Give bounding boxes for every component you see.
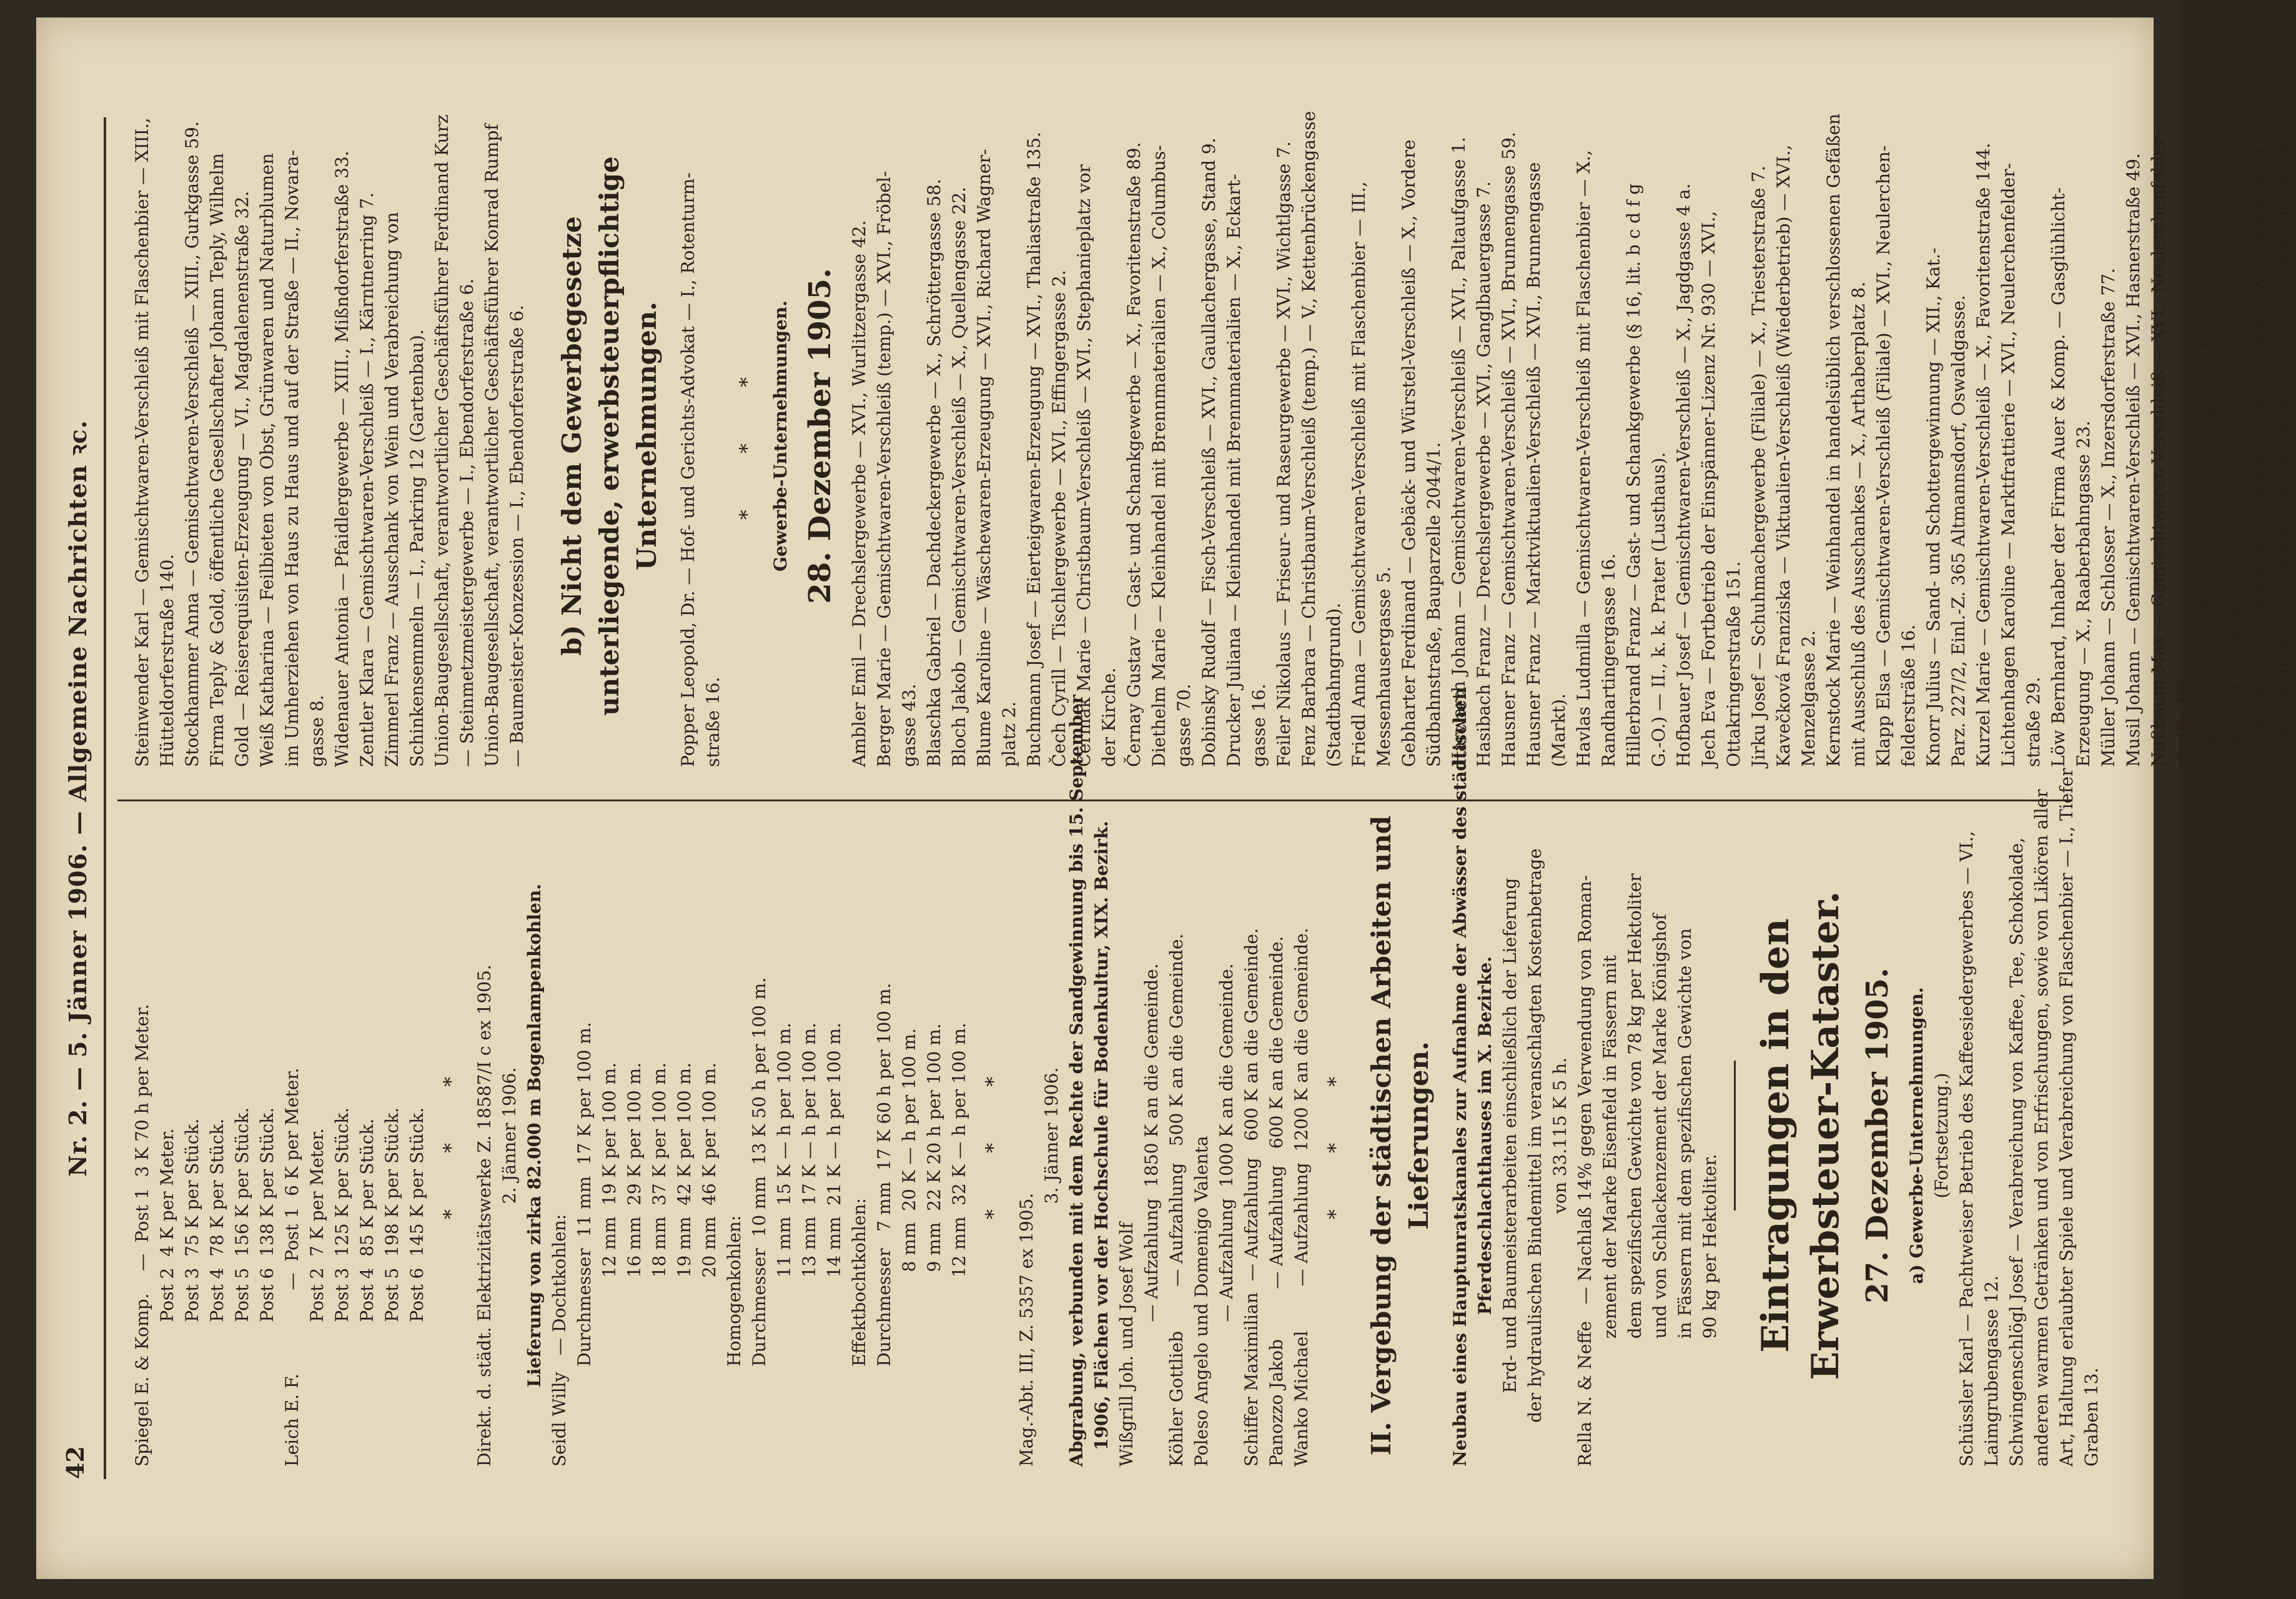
text-line: — Aufzahlung 1000 K an die Gemeinde. xyxy=(1216,963,1237,1467)
text-line: Post 4 85 K per Stück. xyxy=(357,1118,377,1467)
text-line: G.-O.) — II., k. k. Prater (Lusthaus). xyxy=(1648,452,1669,767)
text-line: Union-Baugesellschaft, verantwortlicher Geschäftsführer Konrad Rumpf xyxy=(482,124,502,767)
text-line: Post 2 4 K per Meter. xyxy=(157,1128,177,1467)
text-line: Jech Eva — Fortbetrieb der Einspänner-Lizenz Nr. 930 — XVI., xyxy=(1698,210,1719,767)
centered-line: a) Gewerbe-Unternehmungen. xyxy=(1906,987,1927,1284)
text-line: Firma Teply & Gold, öffentliche Gesellschafter Johann Teply, Wilhelm xyxy=(207,153,227,767)
text-line: zement der Marke Eisenfeld in Fässern mit xyxy=(1600,955,1620,1467)
text-line: Südbahnstraße, Bauparzelle 2044/1. xyxy=(1423,442,1444,767)
text-line: Kernstock Marie — Weinhandel in handelsüblich verschlossenen Gefäßen xyxy=(1823,113,1844,767)
text-line: 13 mm 17 K — h per 100 m. xyxy=(799,1022,819,1467)
centered-line: 3. Jänner 1906. xyxy=(1041,1067,1062,1204)
text-line: Černay Gustav — Gast- und Schankgewerbe — X., Favoritenstraße 89. xyxy=(1124,142,1144,767)
rotated-page-content xyxy=(36,17,2294,1579)
text-line: Stockhammer Anna — Gemischtwaren-Verschleiß — XIII., Gurkgasse 59. xyxy=(182,121,202,767)
text-line: Erzeugung — X., Raaberbahngasse 23. xyxy=(2073,420,2094,767)
main-heading: Eintragungen in den Erwerbsteuer-Kataster. xyxy=(1754,891,1848,1380)
text-line: Post 6 138 K per Stück. xyxy=(257,1107,277,1467)
text-line: in Fässern mit dem spezifischen Gewichte von xyxy=(1675,928,1695,1467)
text-line: Art, Haltung erlaubter Spiele und Verabreichung von Flaschenbier — I., Tiefer xyxy=(2056,768,2077,1467)
text-line: und von Schlackenzement der Marke Königshof xyxy=(1650,913,1670,1467)
text-line: Friedrich Kaisergasse 5. xyxy=(2223,550,2244,767)
asterism-separator: * * * xyxy=(735,352,759,520)
centered-line: von 33.115 K 5 h. xyxy=(1550,1057,1570,1214)
text-line: Hausner Franz — Gemischtwaren-Verschleiß — XVI., Brunnengasse 59. xyxy=(1498,132,1519,767)
text-line: Drucker Juliana — Kleinhandel mit Brennmaterialien — X., Eckart- xyxy=(1224,174,1244,767)
asterism-separator: * * * xyxy=(981,1051,1005,1220)
text-line: Klapp Elsa — Gemischtwaren-Verschleiß (Filiale) — XVI., Neulerchen- xyxy=(1873,145,1894,767)
text-line: Bloch Jakob — Gemischtwaren-Verschleiß — X., Quellengasse 22. xyxy=(949,186,969,767)
text-line: Schiffer Maximilian — Aufzahlung 600 K an die Gemeinde. xyxy=(1241,928,1262,1467)
column-divider xyxy=(117,800,2072,801)
text-line: straße 16. xyxy=(2173,676,2194,767)
text-line: Löw Bernhard, Inhaber der Firma Auer & Komp. — Gasglühlicht- xyxy=(2048,187,2069,767)
centered-line: Abgrabung, verbunden mit dem Rechte der Sandgewinnung bis 15. September xyxy=(1066,695,1087,1467)
text-line: Čermak Marie — Christbaum-Verschleiß — XVI., Stephanieplatz vor xyxy=(1074,164,1094,767)
centered-line: (Fortsetzung.) xyxy=(1931,1072,1952,1199)
text-line: Hasibach Franz — Drechslergewerbe — XVI., Ganglbauergasse 7. xyxy=(1473,181,1494,767)
text-line: (Markt). xyxy=(1548,693,1569,767)
text-line: — Aufzahlung 1850 K an die Gemeinde. xyxy=(1141,963,1162,1467)
running-title: Nr. 2. — 5. Jänner 1906. — Allgemeine Nachrichten ꝛc. xyxy=(64,420,92,1177)
text-line: Wißgrill Joh. und Josef Wolf xyxy=(1116,1222,1137,1467)
text-line: 90 kg per Hektoliter. xyxy=(1700,1154,1720,1467)
text-line: straße 29. xyxy=(2023,676,2044,767)
text-line: gasse 43. xyxy=(899,683,919,767)
text-line: gasse 16. xyxy=(1249,683,1269,767)
section-heading: b) Nicht dem Gewerbegesetze unterliegende, erwerbsteuerpflichtige Unternehmungen. xyxy=(557,156,662,716)
text-line: Graben 13. xyxy=(2081,1367,2102,1467)
text-line: 11 mm 15 K — h per 100 m. xyxy=(774,1022,794,1467)
text-line: Müller Johann — Schlosser — X., Inzersdorferstraße 77. xyxy=(2098,267,2119,767)
text-line: Post 5 198 K per Stück. xyxy=(382,1107,402,1467)
text-line: Kavečková Franziska — Viktualien-Verschleiß (Wiederbetrieb) — XVI., xyxy=(1773,144,1794,767)
text-line: Gebharter Ferdinand — Gebäck- und Würstel-Verschleiß — X., Vordere xyxy=(1398,139,1419,767)
text-line: Čech Cyrill — Tischlergewerbe — XVI., Effingergasse 2. xyxy=(1049,270,1069,767)
text-line: Schinkensemmeln — I., Parkring 12 (Gartenbau). xyxy=(407,329,427,767)
text-line: Poleso Angelo und Domenigo Valenta xyxy=(1191,1136,1212,1467)
centered-line: Neubau eines Hauptunratskanales zur Aufnahme der Abwässer des städtischen xyxy=(1450,687,1470,1467)
text-line: Laimgrubengasse 12. xyxy=(1981,1275,2002,1467)
text-line: Schüssler Karl — Pachtweiser Betrieb des Kaffeesiedergewerbes — VI., xyxy=(1956,831,1977,1467)
text-line: Widenauer Antonia — Pfaidlergewerbe — XIII., Mißndorferstraße 33. xyxy=(332,151,352,767)
asterism-separator: * * * xyxy=(1324,1051,1347,1220)
text-line: Köhler Gottlieb — Aufzahlung 500 K an die Gemeinde. xyxy=(1166,933,1187,1467)
text-line: Dobinsky Rudolf — Fisch-Verschleiß — XVI., Gaullachergasse, Stand 9. xyxy=(1199,137,1219,767)
text-line: Hillerbrand Franz — Gast- und Schankgewerbe (§ 16, lit. b c d f g xyxy=(1623,183,1644,767)
text-line: der Kirche. xyxy=(1099,667,1119,767)
spacer xyxy=(530,105,543,767)
section-heading: II. Vergebung der städtischen Arbeiten und Lieferungen. xyxy=(1366,815,1434,1456)
text-line: Wanko Michael — Aufzahlung 1200 K an die Gemeinde. xyxy=(1291,928,1312,1467)
text-line: Hofbauer Josef — Gemischtwaren-Verschleiß — X., Jagdgasse 4 a. xyxy=(1673,183,1694,767)
text-line: mit Ausschluß des Ausschankes — X., Arthaberplatz 8. xyxy=(1848,281,1869,767)
asterism-separator: * * * xyxy=(439,1051,463,1220)
text-line: Post 4 78 K per Stück. xyxy=(207,1118,227,1467)
page-header xyxy=(55,117,99,1479)
text-line: Feiler Nikolaus — Friseur- und Raseurgewerbe — XVI., Wichtlgasse 7. xyxy=(1274,141,1294,767)
text-line: im Umherziehen von Haus zu Haus und auf der Straße — II., Novara- xyxy=(282,150,302,767)
text-line: dem spezifischen Gewichte von 78 kg per Hektoliter xyxy=(1625,873,1645,1467)
text-line: feldersträße 16. xyxy=(1898,624,1919,767)
centered-line: Lieferung von zirka 82.000 m Bogenlampenkohlen. xyxy=(524,884,545,1387)
text-line: Blume Karoline — Wäschewaren-Erzeugung — XVI., Richard Wagner- xyxy=(974,149,994,767)
text-line: Lichtenhagen Karoline — Marktfrattierie — XVI., Neulerchenfelder- xyxy=(1998,162,2019,767)
right-column xyxy=(130,105,2296,767)
text-line: Randhartingergasse 16. xyxy=(1598,553,1619,767)
text-line: Zimmerl Franz — Ausschank von Wein und Verabreichung von xyxy=(382,212,402,767)
text-line: Diethelm Marie — Kleinhandel mit Brennmaterialien — X., Columbus- xyxy=(1149,145,1169,767)
text-line: Panozzo Jakob — Aufzahlung 600 K an die Gemeinde. xyxy=(1266,936,1287,1467)
text-line: gasse 70. xyxy=(1174,683,1194,767)
date-heading: 28. Dezember 1905. xyxy=(803,268,838,604)
text-line: Popper Leopold, Dr. — Hof- und Gerichts-Advokat — I., Rotenturm- xyxy=(678,172,698,767)
text-line: 19 mm 42 K per 100 m. xyxy=(674,1062,695,1467)
text-line: — Baumeister-Konzession — I., Ebendorferstraße 6. xyxy=(507,305,527,767)
text-line: Durchmesser 7 mm 17 K 60 h per 100 m. xyxy=(874,983,894,1467)
text-line: Spiegel E. & Komp. — Post 1 3 K 70 h per Meter. xyxy=(132,1004,152,1467)
text-line: 14 mm 21 K — h per 100 m. xyxy=(824,1022,844,1467)
text-line: Zentler Klara — Gemischtwaren-Verschleiß — I., Kärntnerring 7. xyxy=(357,192,377,767)
centered-line: der hydraulischen Bindemittel im veranschlagten Kostenbetrage xyxy=(1525,848,1545,1423)
text-line: 12 mm 32 K — h per 100 m. xyxy=(949,1022,969,1467)
text-line: Durchmesser 10 mm 13 K 50 h per 100 m. xyxy=(749,977,769,1467)
text-line: Gold — Reiserequisiten-Erzeugung — VI., Magdalenenstraße 32. xyxy=(232,191,252,767)
text-line: Effektbochtkohlen: xyxy=(849,1198,869,1467)
text-line: Steinwender Karl — Gemischtwaren-Verschleiß mit Flaschenbier — XIII., xyxy=(132,117,152,767)
date-heading: 27. Dezember 1905. xyxy=(1860,968,1895,1304)
text-line: 16 mm 29 K per 100 m. xyxy=(624,1062,645,1467)
text-line: Parz. 227/2, Einl.-Z. 365 Altmannsdorf, Oswaldgasse. xyxy=(1948,295,1969,767)
text-line: Knorr Julius — Sand- und Schottergewinnung — XII., Kat.- xyxy=(1923,247,1944,767)
centered-line: 1906, Flächen vor der Hochschule für Bodenkultur, XIX. Bezirk. xyxy=(1091,821,1112,1450)
text-line: (Stadtbahngrund). xyxy=(1324,602,1344,767)
text-line: anderen warmen Getränken und von Erfrischungen, sowie von Likören aller xyxy=(2031,789,2052,1467)
text-line: Nußbaum Max — Gemischtwaren-Verschleiß — XVI., Neulerchenfelder- xyxy=(2148,131,2169,767)
text-line: Schwingenschlögl Josef — Verabreichung von Kaffee, Tee, Schokolade, xyxy=(2006,837,2027,1467)
text-line: — Steinmetzmeistergewerbe — I., Ebendorferstraße 6. xyxy=(457,278,477,767)
centered-line: 2. Jänner 1906. xyxy=(499,1067,520,1204)
text-line: gasse 8. xyxy=(307,695,327,767)
text-line: Harwarth Johann — Gemischtwaren-Verschleiß — XVI., Paltaufgasse 1. xyxy=(1448,137,1469,767)
text-line: 9 mm 22 K 20 h per 100 m. xyxy=(924,1023,944,1467)
text-line: platz 2. xyxy=(999,701,1019,767)
text-line: Messenhausergasse 5. xyxy=(1373,566,1394,767)
text-line: straße 16. xyxy=(703,676,723,767)
centered-line: Erd- und Baumeisterarbeiten einschließlich der Lieferung xyxy=(1500,878,1520,1394)
text-line: Seidl Willy — Dochtkohlen: xyxy=(549,1214,570,1467)
text-line: Direkt. d. städt. Elektrizitätswerke Z. 18587/I c ex 1905. xyxy=(474,964,495,1467)
header-rule xyxy=(104,117,106,1479)
text-line: Rella N. & Neffe — Nachlaß 14% gegen Verwendung von Roman- xyxy=(1575,874,1595,1467)
text-line: Friedl Anna — Gemischtwaren-Verschleiß mit Flaschenbier — III., xyxy=(1348,181,1369,767)
text-line: Mag.-Abt. III, Z. 5357 ex 1905. xyxy=(1016,1192,1037,1467)
text-line: Prokesch Antonia — Gemischtwaren-Verschleiß — X., Senefeldergasse 65. xyxy=(2273,108,2294,767)
text-line: 18 mm 37 K per 100 m. xyxy=(649,1062,670,1467)
text-line: Jirku Josef — Schuhmachergewerbe (Filiale) — X., Triesterstraße 7. xyxy=(1748,166,1769,767)
text-line: Menzelgasse 2. xyxy=(1798,630,1819,767)
newspaper-page xyxy=(36,17,2294,1579)
text-line: Havlas Ludmilla — Gemischtwaren-Verschleiß mit Flaschenbier — X., xyxy=(1573,150,1594,767)
text-line: Post 5 156 K per Stück. xyxy=(232,1107,252,1467)
text-line: Post 3 75 K per Stück. xyxy=(182,1118,202,1467)
text-line: Berger Marie — Gemischtwaren-Verschleiß (temp.) — XVI., Fröbel- xyxy=(874,171,894,767)
text-line: Homogenkohlen: xyxy=(724,1215,745,1467)
text-line: 12 mm 19 K per 100 m. xyxy=(599,1062,620,1467)
text-line: Buchmann Josef — Eierteigwaren-Erzeugung — XVI., Thaliastraße 135. xyxy=(1024,132,1044,767)
centered-line: Gewerbe-Unternehmungen. xyxy=(770,300,791,572)
text-line: 20 mm 46 K per 100 m. xyxy=(699,1062,720,1467)
text-line: Union-Baugesellschaft, verantwortlicher Geschäftsführer Ferdinand Kurz xyxy=(432,114,452,767)
section-rule xyxy=(1734,1061,1736,1210)
text-line: Ambler Emil — Drechslergewerbe — XVI., Wurlitzergasse 42. xyxy=(849,220,869,767)
centered-line: Pferdeschlachthauses im X. Bezirke. xyxy=(1475,956,1495,1315)
text-line: Pichler Ernst — Fiakergewerbe mit Lizenz Nr. 564 — X., Göggasse 14. xyxy=(2248,141,2269,767)
text-line: Hausner Franz — Marktviktualien-Verschleiß — XVI., Brunnengasse xyxy=(1523,162,1544,767)
text-line: Fenz Barbara — Christbaum-Verschleiß (temp.) — V., Kettenbrückengasse xyxy=(1299,111,1319,767)
text-line: Hütteldorferstraße 140. xyxy=(157,553,177,767)
text-line: Post 2 7 K per Meter. xyxy=(307,1128,327,1467)
text-line: Musil Johann — Gemischtwaren-Verschleiß — XVI., Hasnerstraße 49. xyxy=(2123,153,2144,767)
text-line: Peterka Viktor — Pachtbetrieb der Einspänner-Lizenz Nr. 1450] — XVI., xyxy=(2198,129,2219,767)
text-line: Leich E. F. — Post 1 6 K per Meter. xyxy=(282,1067,302,1467)
text-line: Durchmesser 11 mm 17 K per 100 m. xyxy=(574,1022,595,1467)
text-line: Post 3 125 K per Stück. xyxy=(332,1107,352,1467)
text-line: Kurzel Marie — Gemischtwaren-Verschleiß — X., Favoritenstraße 144. xyxy=(1973,142,1994,767)
text-line: Blaschka Gabriel — Dachdeckergewerbe — X., Schröttergasse 58. xyxy=(924,179,944,767)
text-line: Post 6 145 K per Stück. xyxy=(407,1107,427,1467)
text-line: Weiß Katharina — Feilbieten von Obst, Grünwaren und Naturblumen xyxy=(257,153,277,767)
text-line: 8 mm 20 K — h per 100 m. xyxy=(899,1028,919,1467)
page-number: 42 xyxy=(61,1446,89,1479)
text-line: Ottakringerstraße 151. xyxy=(1723,561,1744,767)
